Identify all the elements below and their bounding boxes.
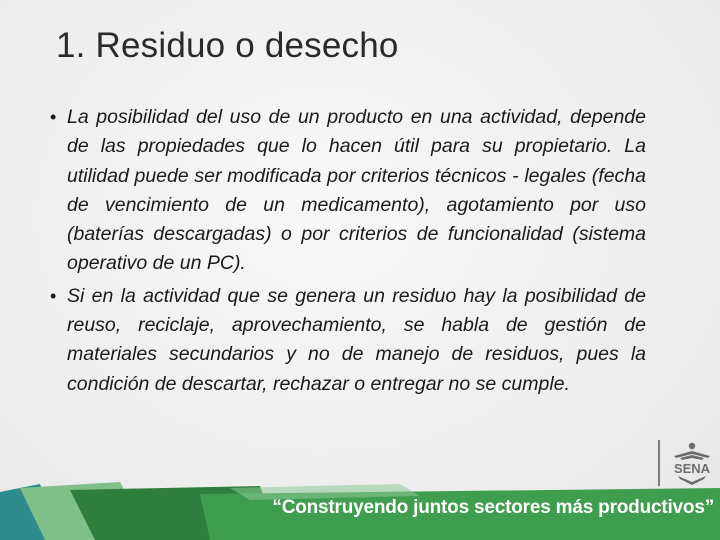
bullet-text: La posibilidad del uso de un producto en una actividad, depende de las propiedades que lo hacen útil para su propietario. La utilidad puede ser modificada por criterios técnicos - legales (fecha de vencimiento de un medicamento), agotamiento por uso (baterías descargadas) o por criterios de funcionalidad (sistema operativo de un PC). xyxy=(67,106,646,275)
bullet-item xyxy=(50,103,646,279)
bullet-icon: • xyxy=(50,285,57,306)
bullet-text: Si en la actividad que se genera un residuo hay la posibilidad de reuso, reciclaje, aprovechamiento, se habla de gestión de materiales secundarios y no de manejo de residuos, pues la condición de descartar, rechazar o entregar no se cumple. xyxy=(67,284,646,395)
bullet-icon: • xyxy=(50,107,57,127)
slide-content xyxy=(50,103,646,402)
logo-text: SENA xyxy=(673,461,711,476)
bullet-item xyxy=(50,282,646,399)
footer-tagline: “Construyendo juntos sectores más productivos” xyxy=(272,497,714,518)
slide-title: 1. Residuo o desecho xyxy=(56,26,399,65)
sena-logo-icon xyxy=(656,440,716,488)
